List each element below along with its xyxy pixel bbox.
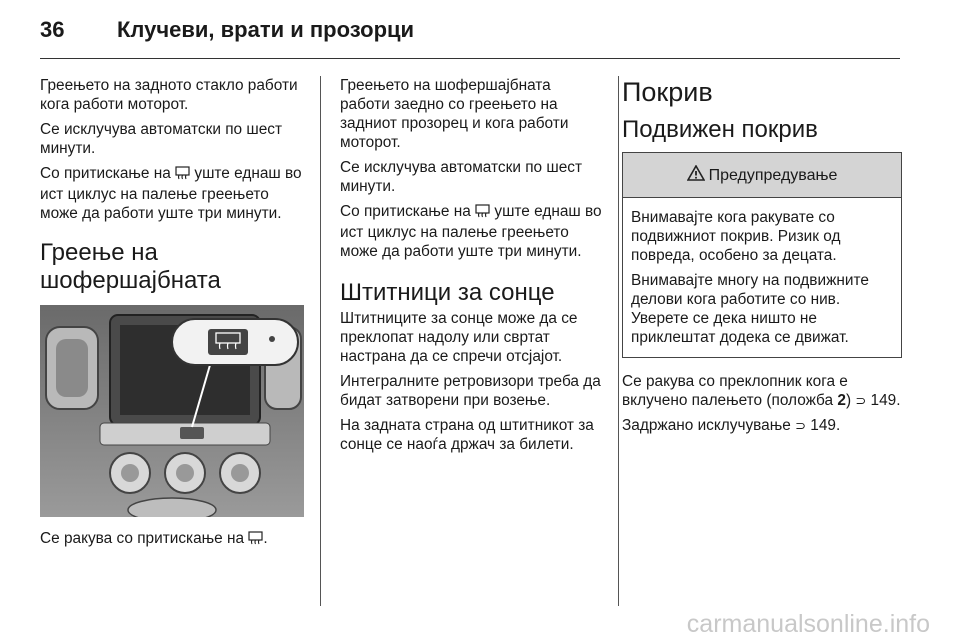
rear-defrost-icon (175, 166, 190, 185)
paragraph (622, 416, 902, 435)
warning-box (622, 152, 902, 358)
paragraph: Интегралните ретровизори треба да бидат затворени при возење. (340, 373, 601, 409)
paragraph (622, 372, 902, 410)
chapter-heading: Покрив (622, 77, 713, 107)
paragraph: Греењето на шофершајбната работи заедно со греењето на задниот прозорец и кога работи моторот. (340, 77, 569, 151)
paragraph (340, 202, 604, 261)
watermark: carmanualsonline.info (686, 610, 930, 638)
figure-caption (40, 529, 304, 550)
text: Со притискање на (40, 165, 171, 182)
page-title: Клучеви, врати и прозорци (117, 17, 415, 42)
page-reference[interactable]: 149. (810, 417, 841, 434)
paragraph: На задната страна од штитникот за сонце се наоѓа држач за билети. (340, 417, 594, 453)
paragraph: Штитниците за сонце може да се преклопат надолу или свртат настрана да се спречи отсјајот. (340, 310, 578, 365)
rear-defrost-icon (248, 531, 263, 550)
page-reference[interactable]: 149. (870, 392, 901, 409)
warning-header (623, 153, 901, 198)
text: . (263, 530, 268, 547)
header-divider (40, 58, 900, 59)
paragraph: Греењето на задното стакло работи кога работи моторот. (40, 77, 298, 113)
text: ) (845, 392, 852, 409)
dashboard-illustration (40, 305, 304, 517)
reference-arrow-icon: ⊃ (795, 418, 806, 433)
column-divider-2 (618, 76, 619, 606)
text: уште еднаш во ист циклус на палење греењето може да работи уште три минути. (40, 165, 302, 222)
paragraph (40, 164, 304, 223)
text: Се ракува со преклопник кога е вклучено палењето (положба (622, 373, 848, 409)
rear-defrost-icon (475, 204, 490, 223)
page-number: 36 (40, 17, 65, 42)
warning-triangle-icon (687, 165, 705, 186)
paragraph: Се исклучува автоматски по шест минути. (40, 121, 283, 157)
text: Задржано исклучување (622, 417, 791, 434)
paragraph: Се исклучува автоматски по шест минути. (340, 159, 583, 195)
column-3 (622, 76, 902, 441)
section-heading: Греење на шофершајбната (40, 239, 221, 294)
warning-title: Предупредување (708, 166, 838, 184)
section-heading: Штитници за сонце (340, 279, 555, 306)
column-2 (340, 76, 604, 460)
column-divider-1 (320, 76, 321, 606)
paragraph: Внимавајте многу на подвижните делови кога работите со нив. Уверете се дека ништо не приклештат додека се движат. (631, 272, 869, 346)
position-number: 2 (837, 392, 846, 409)
reference-arrow-icon: ⊃ (855, 393, 867, 408)
warning-body (623, 198, 901, 357)
text: уште еднаш во ист циклус на палење греењето може да работи уште три минути. (340, 203, 602, 260)
column-1 (40, 76, 304, 556)
section-heading: Подвижен покрив (622, 116, 818, 143)
text: Со притискање на (340, 203, 471, 220)
paragraph: Внимавајте кога ракувате со подвижниот покрив. Ризик од повреда, особено за децата. (631, 209, 841, 264)
text: Се ракува со притискање на (40, 530, 245, 547)
